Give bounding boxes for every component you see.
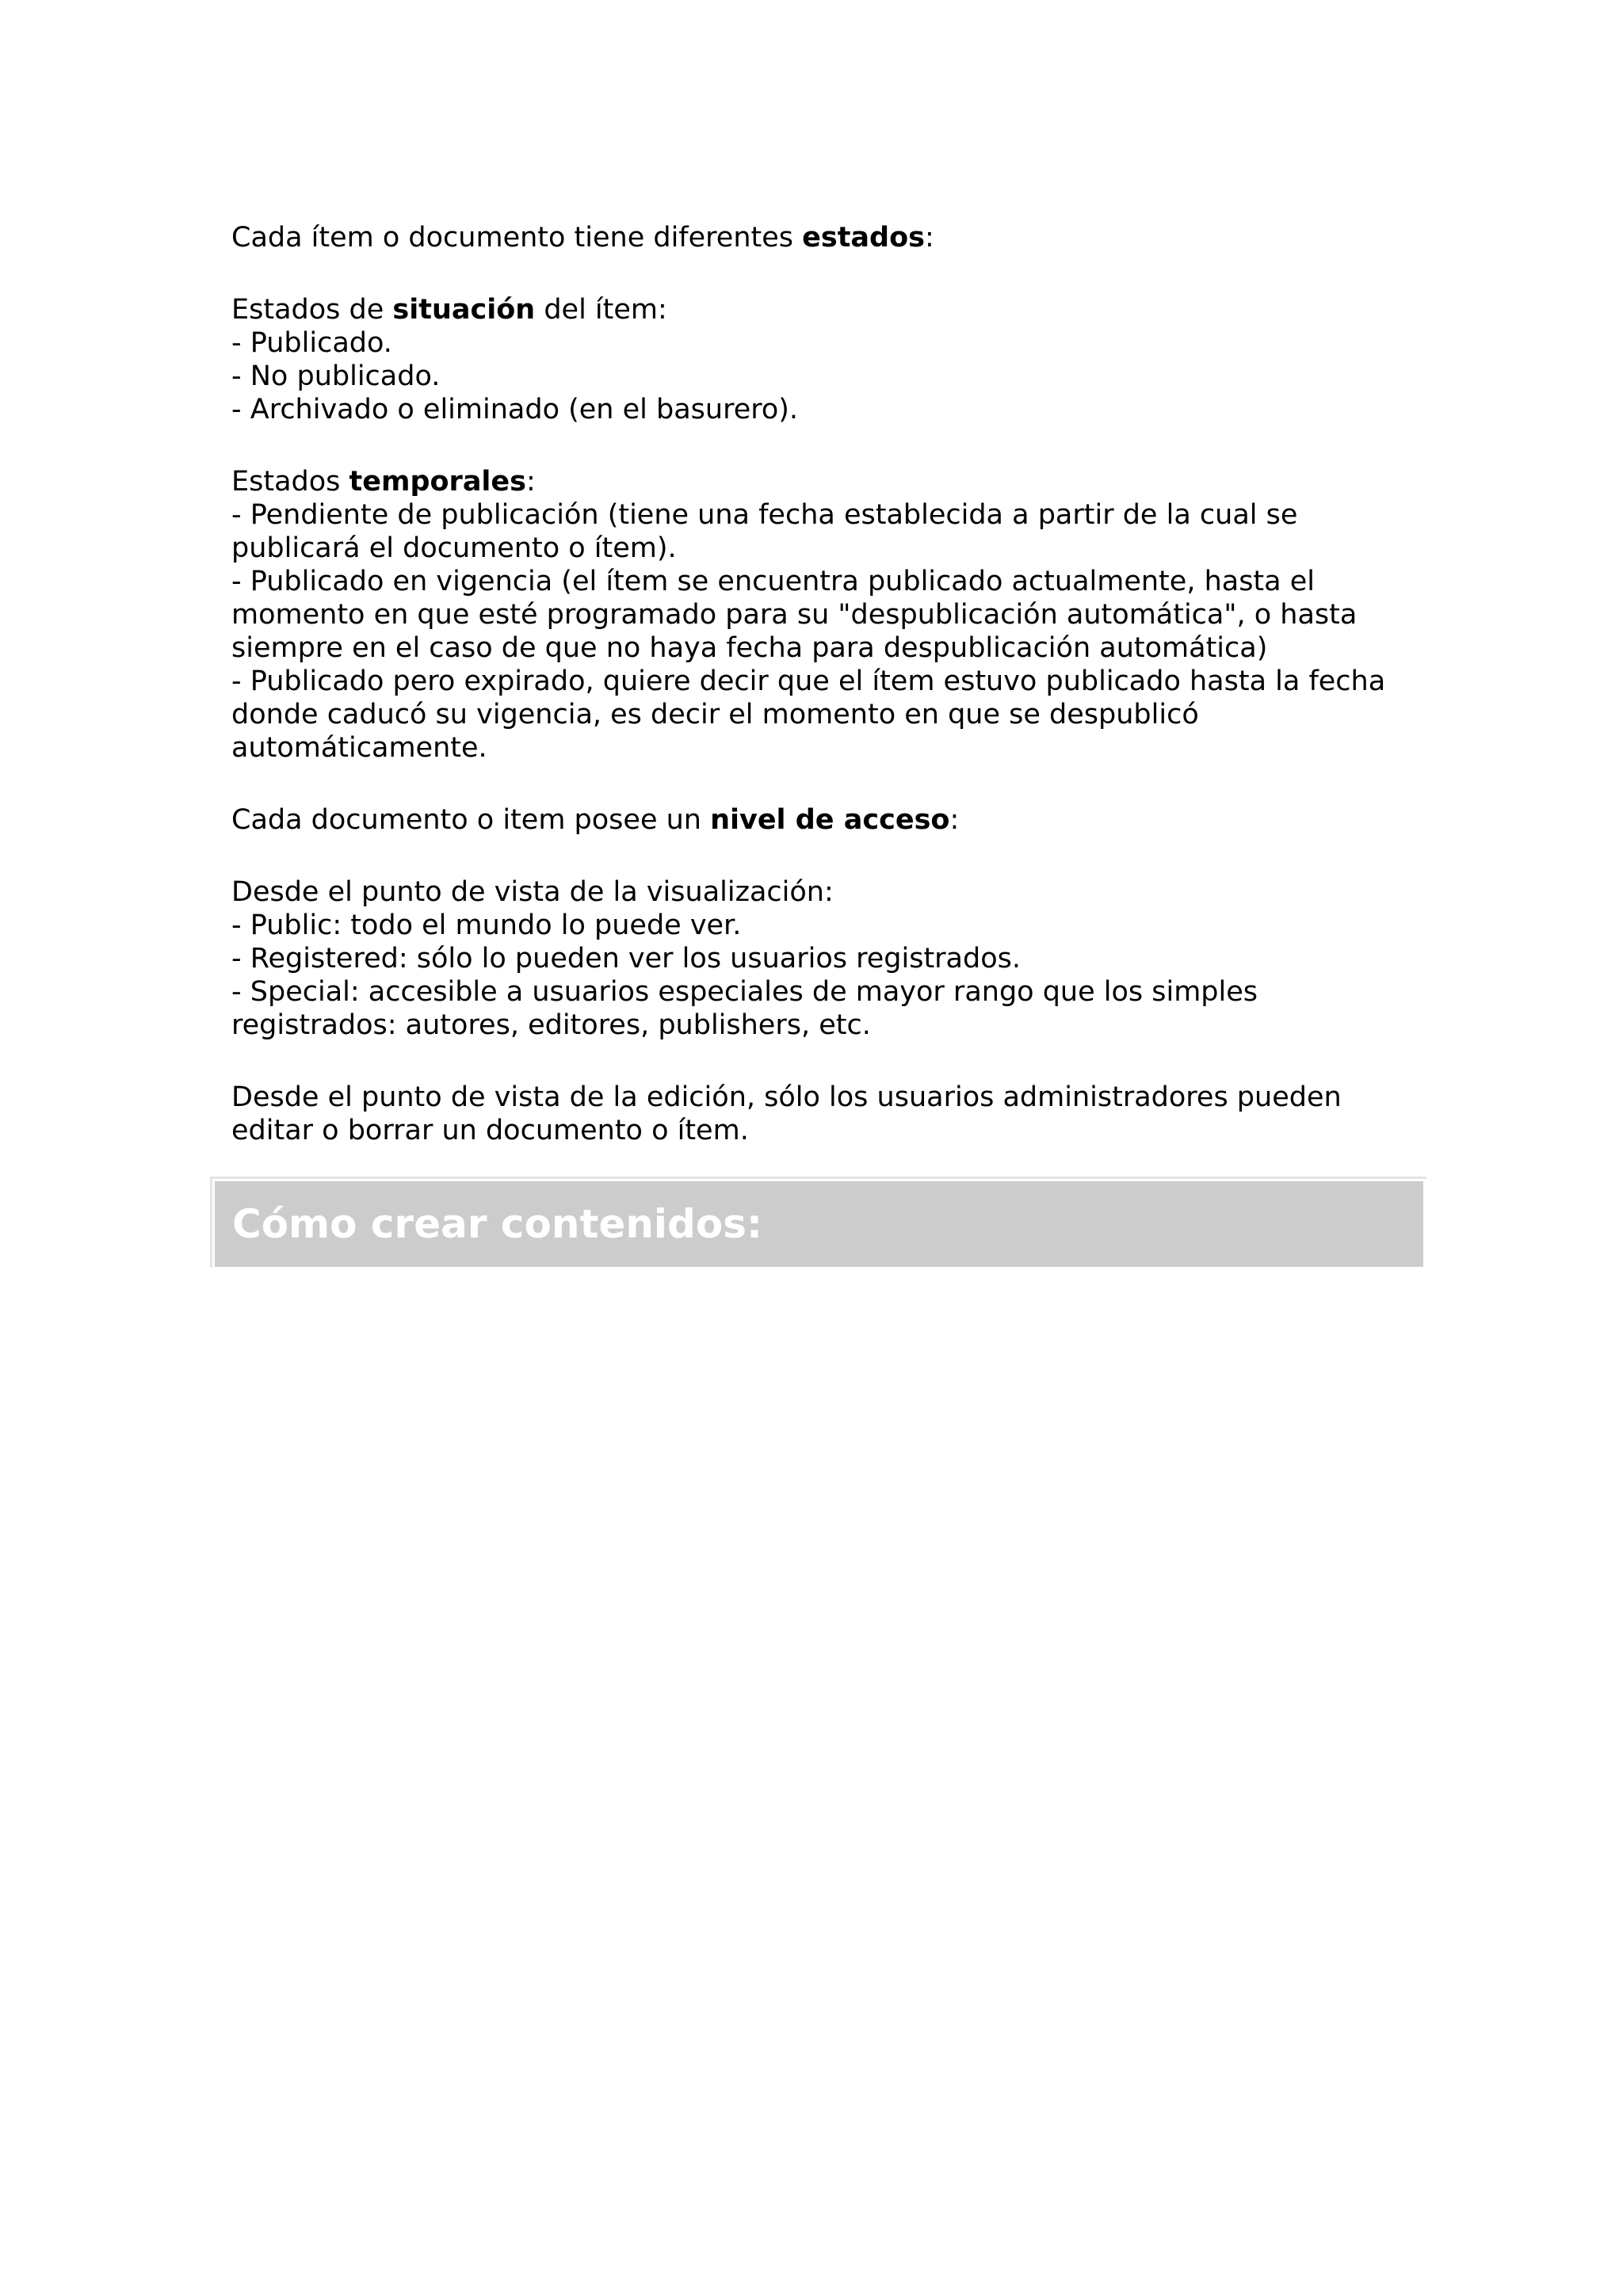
temporales-title-bold: temporales [349,466,526,498]
text-line: siempre en el caso de que no haya fecha para despublicación automática) [231,632,1268,664]
text-line: - Publicado en vigencia (el ítem se encuentra publicado actualmente, hasta el [231,566,1315,597]
list-item: - No publicado. [231,360,441,392]
text-line: momento en que esté programado para su "despublicación automática", o hasta [231,599,1358,631]
section-heading-box [215,1181,1423,1267]
acceso-bold: nivel de acceso [710,804,950,836]
text-line: - Pendiente de publicación (tiene una fecha establecida a partir de la cual se [231,499,1298,531]
visualizacion-paragraph [231,875,1420,1042]
list-item: - Publicado. [231,327,392,359]
text-line: - Publicado pero expirado, quiere decir que el ítem estuvo publicado hasta la fecha [231,666,1386,697]
list-item: - Archivado o eliminado (en el basurero). [231,394,799,425]
text-line: - Public: todo el mundo lo puede ver. [231,910,742,941]
situacion-title-bold: situación [392,294,536,326]
acceso-text: Cada documento o item posee un [231,804,711,836]
temporales-title-suffix: : [526,466,536,498]
temporales-title [231,465,1420,498]
situacion-paragraph [231,293,1420,426]
document-body [231,221,1420,1186]
situacion-title-text: Estados de [231,294,393,326]
acceso-paragraph [231,803,1420,837]
intro-bold: estados [802,222,925,254]
text-line: publicará el documento o ítem). [231,532,677,564]
intro-colon: : [924,222,934,254]
text-line: automáticamente. [231,732,487,764]
text-line: editar o borrar un documento o ítem. [231,1115,749,1146]
situacion-title-suffix: del ítem: [535,294,667,326]
temporales-title-text: Estados [231,466,349,498]
intro-text: Cada ítem o documento tiene diferentes [231,222,803,254]
visualizacion-title: Desde el punto de vista de la visualización: [231,876,834,908]
section-heading: Cómo crear contenidos: [232,1201,762,1247]
acceso-colon: : [949,804,960,836]
text-line: donde caducó su vigencia, es decir el momento en que se despublicó [231,699,1199,730]
edicion-paragraph [231,1081,1420,1147]
intro-paragraph [231,221,1420,254]
temporales-paragraph [231,465,1420,765]
text-line: - Special: accesible a usuarios especiales de mayor rango que los simples [231,976,1258,1008]
text-line: - Registered: sólo lo pueden ver los usuarios registrados. [231,943,1021,974]
text-line: registrados: autores, editores, publishers, etc. [231,1009,871,1041]
situacion-title [231,293,1420,326]
text-line: Desde el punto de vista de la edición, sólo los usuarios administradores pueden [231,1081,1342,1113]
